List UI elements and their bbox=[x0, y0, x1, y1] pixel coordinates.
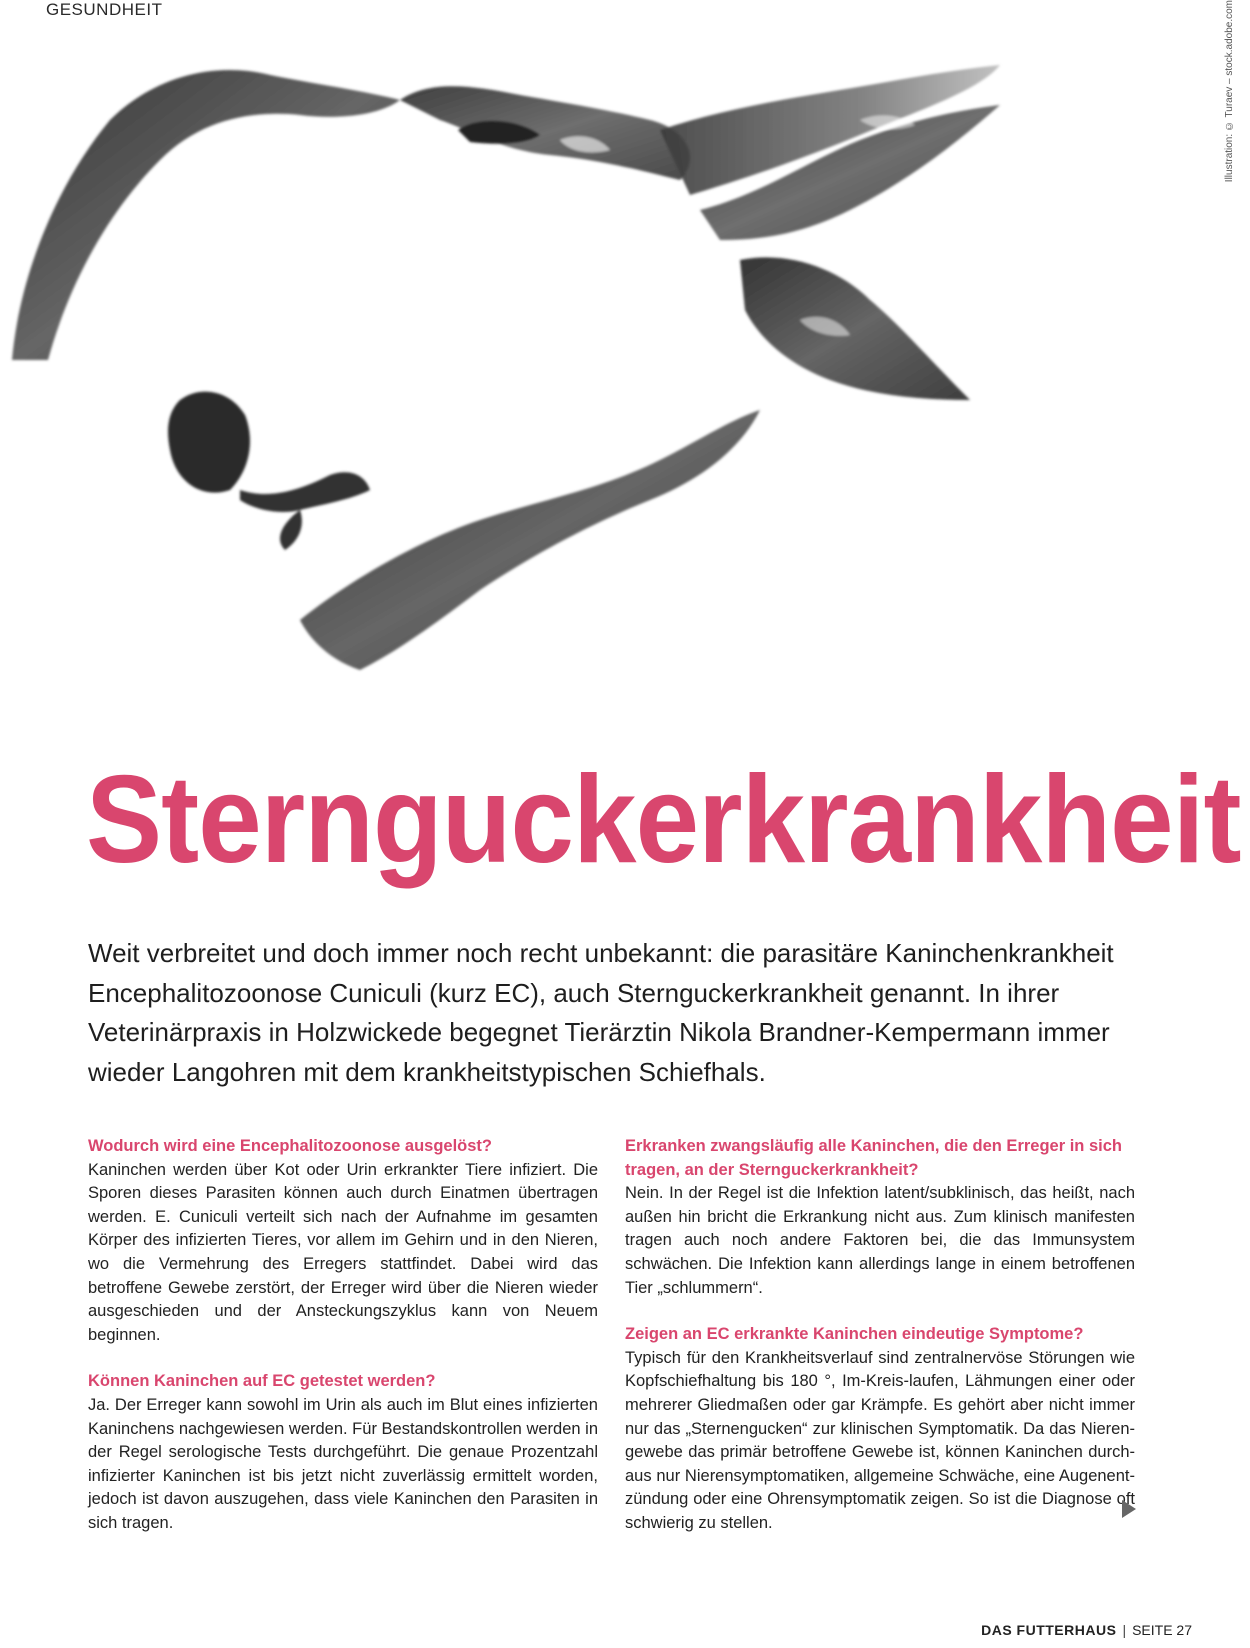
back-outline-stroke bbox=[12, 70, 400, 360]
question-heading: Erkranken zwangsläufig alle Kaninchen, die den Erreger in sich tragen, an der Sternguckerkrankheit? bbox=[625, 1137, 1122, 1179]
answer-text: Ja. Der Erreger kann sowohl im Urin als auch im Blut eines infizierten Kaninchens nachgewiesen werden. Für Bestandskontrollen werden in der Regel serologische Tests durchgeführt. Die genaue Prozentzahl infizierter Kaninchen ist bis jetzt nicht zuverlässig ermittelt worden, jedoch ist davon auszugehen, dass viele Kaninchen den Parasiten in sich tragen. bbox=[88, 1395, 598, 1532]
mouth-stroke bbox=[240, 472, 370, 512]
left-column bbox=[88, 1135, 598, 1559]
page-number: SEITE 27 bbox=[1132, 1622, 1192, 1638]
head-top-stroke bbox=[400, 86, 690, 180]
question-heading: Zeigen an EC erkrankte Kaninchen eindeutige Symptome? bbox=[625, 1325, 1084, 1344]
mouth-lower-stroke bbox=[280, 510, 302, 550]
qa-block bbox=[88, 1370, 598, 1535]
rabbit-ink-illustration bbox=[0, 20, 1180, 720]
qa-block bbox=[625, 1135, 1135, 1300]
question-heading: Wodurch wird eine Encephalitozoonose ausgelöst? bbox=[88, 1137, 492, 1155]
answer-text: Typisch für den Krankheitsverlauf sind zentralnervöse Störungen wie Kopfschiefhaltung bis 180 °, Im-Kreis-laufen, Lähmungen einer oder mehrerer Gliedmaßen oder gar Krämpfe. Es gehört aber nicht immer nur das „Sternengucken“ zur klinischen Symptomatik. Da das Nierengewebe das primär betroffene Gewebe ist, können Kaninchen durchaus nur Nierensymptomatiken, allgemeine Schwäche, eine Augenentzündung oder eine Ohrensymptomatik zeigen. So ist die Diagnose oft schwierig zu stellen. bbox=[625, 1348, 1135, 1532]
footer-brand: DAS FUTTERHAUS bbox=[981, 1622, 1117, 1638]
question-heading: Können Kaninchen auf EC getestet werden? bbox=[88, 1372, 436, 1391]
article-intro: Weit verbreitet und doch immer noch recht unbekannt: die parasitäre Kaninchenkrankheit Encephalitozoonose Cuniculi (kurz EC), auch Sternguckerkrankheit genannt. In ihrer Veterinärpraxis in Holzwickede begegnet Tierärztin Nikola Brandner-Kempermann immer wieder Langohren mit dem krankheitstypischen Schiefhals. bbox=[88, 938, 1114, 1087]
neck-stroke bbox=[740, 257, 970, 400]
section-label: GESUNDHEIT bbox=[46, 0, 163, 19]
image-credit: Illustration: © Turaev – stock.adobe.com bbox=[1224, 0, 1235, 183]
nose-stroke bbox=[168, 392, 250, 493]
image-credit-area bbox=[1210, 0, 1250, 200]
article-title: Sternguckerkrankheit bbox=[86, 751, 1241, 889]
right-column bbox=[625, 1135, 1135, 1559]
footer-separator: | bbox=[1122, 1622, 1127, 1638]
page-footer bbox=[981, 1622, 1192, 1638]
qa-block bbox=[625, 1323, 1135, 1535]
continue-arrow-icon bbox=[1122, 1500, 1136, 1518]
qa-block bbox=[88, 1135, 598, 1347]
jaw-stroke bbox=[300, 410, 760, 670]
answer-text: Kaninchen werden über Kot oder Urin erkrankter Tiere infiziert. Die Sporen dieses Parasiten können auch durch Einatmen übertragen werden. E. Cuniculi verteilt sich nach der Aufnahme im gesamten Körper des infizierten Tieres, vor allem im Gehirn und in den Nieren, wo die Vermehrung des Erregers stattfindet. Dabei wird das betroffene Gewebe zerstört, der Erreger wird über die Nieren wieder ausgeschieden und der Ansteckungszyklus kann von Neuem beginnen. bbox=[88, 1160, 598, 1344]
answer-text: Nein. In der Regel ist die Infektion latent/subklinisch, das heißt, nach außen hin bricht die Erkrankung nicht aus. Zum klinisch manifesten tragen auch noch andere Faktoren bei, die das Immunsystem schwächen. Die Infektion kann allerdings lange in einem betroffenen Tier „schlummern“. bbox=[625, 1184, 1135, 1297]
